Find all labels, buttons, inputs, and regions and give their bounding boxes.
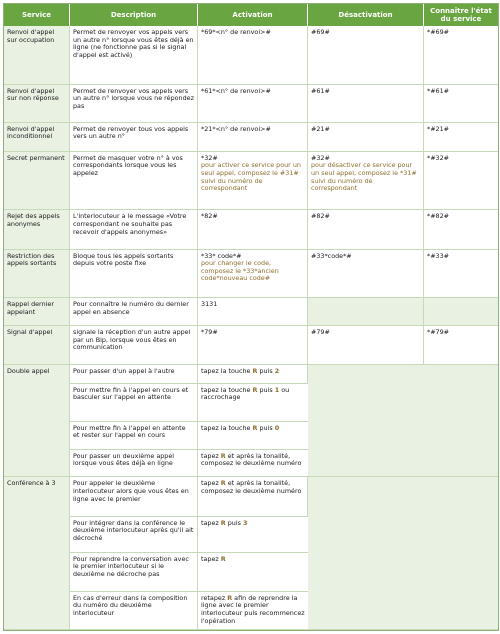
desactivation-code: #82# (308, 210, 424, 249)
header-description: Description (70, 4, 198, 26)
key-label: R (252, 367, 258, 376)
header-etat: Connaître l'état du service (424, 4, 498, 26)
activation-note: pour activer ce service pour un seul appel, composez le #31# suivi du numéro de correspondant (201, 161, 301, 193)
table-row (4, 210, 498, 249)
action-text: ou raccrochage (201, 385, 290, 402)
service-description: Pour passer un deuxième appel lorsque vous êtes déjà en ligne (70, 450, 198, 478)
table-row (4, 477, 498, 516)
table-row (4, 26, 498, 85)
activation-code: *82# (198, 210, 308, 249)
service-description: Permet de renvoyer vos appels vers un autre n° lorsque vous êtes déjà en ligne (ne fonctionne pas si le signal d'appel est activé) (70, 26, 198, 85)
status-code: *#32# (424, 152, 498, 211)
action-cell (198, 592, 308, 630)
service-description: Pour mettre fin à l'appel en attente et rester sur l'appel en cours (70, 422, 198, 450)
action-text: puis (257, 385, 275, 394)
service-description: Pour mettre fin à l'appel en cours et basculer sur l'appel en attente (70, 384, 198, 422)
action-cell (198, 450, 308, 478)
table-row (4, 123, 498, 152)
action-text: et après la tonalité, composez le deuxième numéro (201, 451, 302, 468)
services-table (3, 3, 499, 631)
action-text: afin de reprendre la ligne avec le premier interlocuteur puis recommencez l'opération (201, 593, 305, 625)
service-description: Pour passer d'un appel à l'autre (70, 365, 198, 384)
action-cell (198, 553, 308, 592)
status-code: *#79# (424, 326, 498, 365)
empty-cell (308, 298, 424, 326)
desactivation-code: #21# (308, 123, 424, 152)
activation-cell (198, 250, 308, 298)
empty-cell (308, 477, 498, 630)
service-description: Bloque tous les appels sortants depuis votre poste fixe (70, 250, 198, 298)
action-text: tapez la touche (201, 385, 253, 394)
action-text: tapez (201, 518, 221, 527)
header-activation: Activation (198, 4, 308, 26)
action-text: puis (225, 518, 243, 527)
desactivation-code: #69# (308, 26, 424, 85)
activation-code: 3131 (198, 298, 308, 326)
status-code: *#69# (424, 26, 498, 85)
activation-code: *79# (198, 326, 308, 365)
empty-cell (308, 365, 498, 477)
service-name: Renvoi d'appel inconditionnel (4, 123, 70, 152)
action-text: tapez la touche (201, 367, 253, 376)
key-label: R (220, 554, 226, 563)
service-description: Permet de masquer votre n° à vos correspondants lorsque vous les appelez (70, 152, 198, 211)
service-description: signale la réception d'un autre appel par un Bip, lorsque vous êtes en communication (70, 326, 198, 365)
action-text: puis (257, 423, 275, 432)
service-name: Rejet des appels anonymes (4, 210, 70, 249)
action-text: et après la tonalité, composez le deuxième numéro (201, 479, 302, 495)
status-code: *#21# (424, 123, 498, 152)
activation-note: pour changer le code, composez le *33*ancien code*nouveau code# (201, 259, 279, 283)
table-row (4, 298, 498, 326)
key-label: 1 (274, 385, 280, 394)
service-description: Permet de renvoyer vos appels vers un autre n° lorsque vous ne répondez pas (70, 85, 198, 123)
action-cell (198, 517, 308, 553)
activation-code: *32# (201, 153, 218, 162)
table-row (4, 85, 498, 123)
action-text: tapez (201, 479, 221, 488)
service-description: L'interlocuteur a le message «Votre correspondant ne souhaite pas recevoir d'appels anonymes» (70, 210, 198, 249)
key-label: R (252, 385, 258, 394)
service-name: Double appel (4, 365, 70, 477)
service-description: Permet de renvoyer tous vos appels vers un autre n° (70, 123, 198, 152)
service-name: Signal d'appel (4, 326, 70, 365)
service-name: Secret permanent (4, 152, 70, 211)
activation-code: *21*<n° de renvoi># (198, 123, 308, 152)
status-code: *#33# (424, 250, 498, 298)
action-cell (198, 365, 308, 384)
desactivation-code: #33*code*# (308, 250, 424, 298)
service-name: Conférence à 3 (4, 477, 70, 630)
action-cell (198, 422, 308, 450)
activation-code: *69*<n° de renvoi># (198, 26, 308, 85)
desactivation-cell (308, 152, 424, 211)
table-row (4, 326, 498, 365)
key-label: R (220, 518, 226, 527)
action-text: tapez la touche (201, 423, 253, 432)
activation-code: *61*<n° de renvoi># (198, 85, 308, 123)
key-label: R (252, 423, 258, 432)
service-description: Pour reprendre la conversation avec le premier interlocuteur si le deuxième ne décroche pas (70, 553, 198, 592)
service-name: Renvoi d'appel sur non réponse (4, 85, 70, 123)
desactivation-code: #79# (308, 326, 424, 365)
header-desactivation: Désactivation (308, 4, 424, 26)
activation-code: *33* code*# (201, 251, 242, 260)
key-label: R (220, 479, 226, 488)
action-text: retapez (201, 593, 228, 602)
action-text: tapez (201, 554, 221, 563)
key-label: 2 (274, 367, 280, 376)
key-label: 3 (243, 518, 248, 527)
service-description: Pour appeler le deuxième interlocuteur alors que vous êtes en ligne avec le premier (70, 477, 198, 516)
table-row (4, 250, 498, 298)
desactivation-code: #61# (308, 85, 424, 123)
service-description: En cas d'erreur dans la composition du numéro du deuxième interlocuteur (70, 592, 198, 630)
table-row (4, 365, 498, 384)
activation-cell (198, 152, 308, 211)
empty-cell (424, 298, 498, 326)
status-code: *#82# (424, 210, 498, 249)
key-label: 0 (274, 423, 280, 432)
header-service: Service (4, 4, 70, 26)
action-text: tapez (201, 451, 221, 460)
action-cell (198, 477, 308, 516)
desactivation-code: #32# (311, 153, 330, 162)
header-row (4, 4, 498, 26)
service-name: Renvoi d'appel sur occupation (4, 26, 70, 85)
action-cell (198, 384, 308, 422)
desactivation-note: pour désactiver ce service pour un seul appel, composez le *31# suivi du numéro de correspondant (311, 161, 417, 193)
service-name: Rappel dernier appelant (4, 298, 70, 326)
service-description: Pour intégrer dans la conférence le deuxième interlocuteur après qu'il ait décroché (70, 517, 198, 553)
action-text: puis (257, 367, 275, 376)
service-description: Pour connaître le numéro du dernier appel en absence (70, 298, 198, 326)
key-label: R (227, 593, 233, 602)
service-name: Restriction des appels sortants (4, 250, 70, 298)
table-row (4, 152, 498, 211)
key-label: R (220, 451, 226, 460)
status-code: *#61# (424, 85, 498, 123)
